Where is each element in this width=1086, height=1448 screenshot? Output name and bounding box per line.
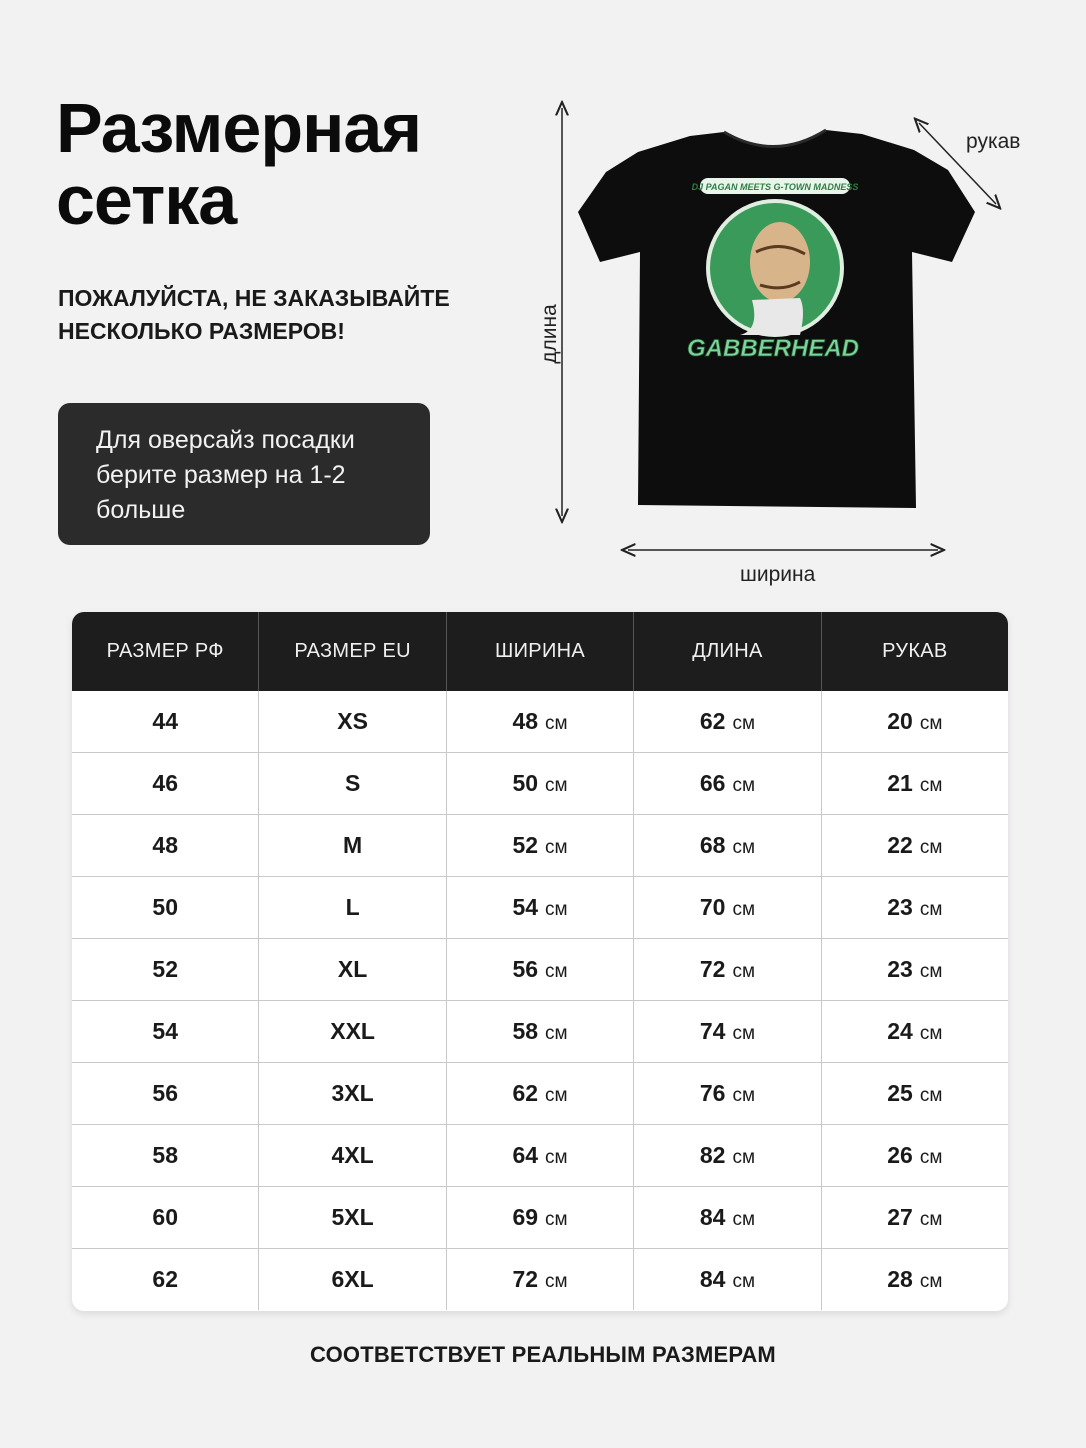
cell-ru-size bbox=[72, 1063, 259, 1124]
cell-eu-size bbox=[259, 1001, 446, 1062]
cell-value: S bbox=[344, 770, 361, 796]
header-length: ДЛИНА bbox=[634, 612, 821, 691]
cell-unit: см bbox=[732, 712, 755, 734]
width-label: ширина bbox=[740, 563, 816, 586]
oversize-note bbox=[58, 403, 430, 545]
cell-length bbox=[634, 753, 821, 814]
cell-width bbox=[447, 691, 634, 752]
cell-value: 24 bbox=[887, 1018, 913, 1044]
table-row bbox=[72, 1124, 1008, 1186]
cell-unit: см bbox=[919, 1208, 943, 1230]
cell-unit: см bbox=[919, 1270, 943, 1292]
cell-length bbox=[634, 1249, 821, 1310]
cell-eu-size bbox=[259, 1187, 446, 1248]
header-eu-size: РАЗМЕР EU bbox=[259, 612, 446, 691]
cell-eu-size bbox=[259, 877, 446, 938]
cell-unit: см bbox=[919, 1022, 943, 1044]
note-line-3: больше bbox=[96, 496, 186, 524]
cell-value: 25 bbox=[887, 1080, 913, 1106]
cell-value: 66 bbox=[699, 770, 726, 796]
cell-value: 68 bbox=[699, 832, 726, 858]
cell-value: 56 bbox=[512, 956, 539, 982]
cell-sleeve bbox=[822, 753, 1008, 814]
cell-sleeve bbox=[822, 691, 1008, 752]
title-line-2: сетка bbox=[56, 161, 237, 239]
cell-sleeve bbox=[822, 1187, 1008, 1248]
cell-value: 64 bbox=[512, 1142, 539, 1168]
cell-unit: см bbox=[732, 1022, 755, 1044]
cell-value: 54 bbox=[512, 894, 539, 920]
shirt-print-bottom: GABBERHEAD bbox=[686, 335, 860, 362]
cell-value: M bbox=[343, 832, 363, 858]
cell-length bbox=[634, 1125, 821, 1186]
cell-unit: см bbox=[732, 1146, 755, 1168]
header-sleeve: РУКАВ bbox=[882, 640, 948, 662]
cell-width bbox=[447, 753, 634, 814]
cell-unit: см bbox=[919, 960, 943, 982]
cell-length bbox=[634, 939, 821, 1000]
cell-value: 6XL bbox=[331, 1266, 374, 1292]
cell-unit: см bbox=[732, 836, 755, 858]
cell-unit: см bbox=[732, 1208, 755, 1230]
cell-sleeve bbox=[822, 877, 1008, 938]
cell-unit: см bbox=[919, 898, 943, 920]
size-table bbox=[72, 612, 1008, 1311]
cell-value: 60 bbox=[152, 1204, 178, 1230]
cell-eu-size bbox=[259, 753, 446, 814]
cell-value: 44 bbox=[152, 708, 178, 734]
cell-eu-size bbox=[259, 1249, 446, 1310]
cell-unit: см bbox=[732, 960, 755, 982]
header-ru-size: РАЗМЕР РФ bbox=[72, 612, 259, 691]
warning-text bbox=[58, 282, 518, 348]
length-label: длина bbox=[538, 304, 561, 364]
cell-value: 20 bbox=[887, 708, 913, 734]
cell-value: 70 bbox=[699, 894, 726, 920]
warning-line-1: ПОЖАЛУЙСТА, НЕ ЗАКАЗЫВАЙТЕ bbox=[58, 285, 450, 311]
cell-ru-size bbox=[72, 753, 259, 814]
cell-length bbox=[634, 815, 821, 876]
cell-eu-size bbox=[259, 1125, 446, 1186]
cell-unit: см bbox=[732, 1270, 755, 1292]
cell-length bbox=[634, 1063, 821, 1124]
shirt-print-top: DJ PAGAN MEETS G-TOWN MADNESS bbox=[691, 182, 859, 192]
cell-unit: см bbox=[732, 1084, 755, 1106]
cell-value: 62 bbox=[699, 708, 726, 734]
cell-value: 21 bbox=[887, 770, 913, 796]
cell-value: XS bbox=[337, 708, 368, 734]
cell-unit: см bbox=[545, 1146, 568, 1168]
cell-sleeve bbox=[822, 1063, 1008, 1124]
table-row bbox=[72, 938, 1008, 1000]
cell-unit: см bbox=[545, 898, 568, 920]
cell-ru-size bbox=[72, 691, 259, 752]
cell-width bbox=[447, 877, 634, 938]
cell-unit: см bbox=[545, 960, 568, 982]
cell-value: 23 bbox=[887, 894, 913, 920]
cell-sleeve bbox=[822, 1001, 1008, 1062]
cell-ru-size bbox=[72, 1001, 259, 1062]
table-row bbox=[72, 691, 1008, 752]
cell-unit: см bbox=[545, 1208, 568, 1230]
table-row bbox=[72, 876, 1008, 938]
header-width: ШИРИНА bbox=[447, 612, 634, 691]
cell-unit: см bbox=[732, 774, 755, 796]
sleeve-label: рукав bbox=[966, 130, 1021, 153]
cell-sleeve bbox=[822, 815, 1008, 876]
cell-value: 48 bbox=[512, 708, 539, 734]
cell-value: 56 bbox=[152, 1080, 178, 1106]
cell-value: 72 bbox=[699, 956, 726, 982]
cell-eu-size bbox=[259, 1063, 446, 1124]
cell-width bbox=[447, 815, 634, 876]
table-row bbox=[72, 1062, 1008, 1124]
cell-unit: см bbox=[545, 1270, 568, 1292]
note-line-1: Для оверсайз посадки bbox=[96, 426, 355, 454]
cell-ru-size bbox=[72, 939, 259, 1000]
table-row bbox=[72, 1000, 1008, 1062]
cell-ru-size bbox=[72, 1125, 259, 1186]
cell-value: 27 bbox=[887, 1204, 913, 1230]
cell-unit: см bbox=[545, 1022, 568, 1044]
cell-ru-size bbox=[72, 1249, 259, 1310]
cell-value: 58 bbox=[512, 1018, 539, 1044]
cell-value: 3XL bbox=[331, 1080, 374, 1106]
cell-value: 52 bbox=[152, 956, 178, 982]
cell-unit: см bbox=[545, 836, 568, 858]
cell-eu-size bbox=[259, 815, 446, 876]
cell-eu-size bbox=[259, 691, 446, 752]
cell-unit: см bbox=[919, 774, 943, 796]
cell-value: 48 bbox=[152, 832, 178, 858]
cell-value: 74 bbox=[699, 1018, 726, 1044]
cell-value: 54 bbox=[152, 1018, 178, 1044]
cell-value: 84 bbox=[699, 1204, 726, 1230]
cell-unit: см bbox=[545, 774, 568, 796]
cell-value: 50 bbox=[152, 894, 178, 920]
cell-unit: см bbox=[545, 712, 568, 734]
cell-value: 76 bbox=[699, 1080, 726, 1106]
cell-ru-size bbox=[72, 815, 259, 876]
cell-unit: см bbox=[919, 1146, 943, 1168]
cell-value: 26 bbox=[887, 1142, 913, 1168]
cell-value: 46 bbox=[152, 770, 178, 796]
cell-unit: см bbox=[545, 1084, 568, 1106]
cell-unit: см bbox=[919, 836, 943, 858]
cell-value: 52 bbox=[512, 832, 539, 858]
table-body bbox=[72, 691, 1008, 1310]
cell-unit: см bbox=[919, 1084, 943, 1106]
cell-length bbox=[634, 877, 821, 938]
cell-value: 50 bbox=[512, 770, 539, 796]
cell-value: 58 bbox=[152, 1142, 178, 1168]
cell-width bbox=[447, 939, 634, 1000]
table-row bbox=[72, 1248, 1008, 1310]
cell-width bbox=[447, 1001, 634, 1062]
cell-value: 69 bbox=[512, 1204, 539, 1230]
tshirt-diagram bbox=[540, 95, 1080, 595]
cell-value: XL bbox=[337, 956, 368, 982]
cell-sleeve bbox=[822, 939, 1008, 1000]
cell-sleeve bbox=[822, 1125, 1008, 1186]
cell-ru-size bbox=[72, 1187, 259, 1248]
footer-text: СООТВЕТСТВУЕТ РЕАЛЬНЫМ РАЗМЕРАМ bbox=[310, 1342, 776, 1367]
cell-unit: см bbox=[919, 712, 943, 734]
cell-value: 22 bbox=[887, 832, 913, 858]
cell-value: 82 bbox=[699, 1142, 726, 1168]
table-header bbox=[72, 612, 1008, 691]
cell-unit: см bbox=[732, 898, 755, 920]
cell-eu-size bbox=[259, 939, 446, 1000]
cell-value: 28 bbox=[887, 1266, 913, 1292]
title-line-1: Размерная bbox=[56, 89, 422, 167]
cell-value: 23 bbox=[887, 956, 913, 982]
cell-length bbox=[634, 1001, 821, 1062]
table-row bbox=[72, 1186, 1008, 1248]
cell-value: 5XL bbox=[331, 1204, 374, 1230]
cell-sleeve bbox=[822, 1249, 1008, 1310]
cell-width bbox=[447, 1125, 634, 1186]
cell-width bbox=[447, 1187, 634, 1248]
cell-ru-size bbox=[72, 877, 259, 938]
page-title bbox=[56, 89, 422, 239]
note-line-2: берите размер на 1-2 bbox=[96, 461, 346, 489]
cell-length bbox=[634, 691, 821, 752]
cell-value: L bbox=[345, 894, 360, 920]
warning-line-2: НЕСКОЛЬКО РАЗМЕРОВ! bbox=[58, 318, 345, 344]
cell-length bbox=[634, 1187, 821, 1248]
cell-value: XXL bbox=[330, 1018, 375, 1044]
cell-value: 72 bbox=[512, 1266, 539, 1292]
cell-value: 84 bbox=[699, 1266, 726, 1292]
cell-value: 62 bbox=[512, 1080, 539, 1106]
table-row bbox=[72, 752, 1008, 814]
cell-value: 4XL bbox=[331, 1142, 374, 1168]
cell-value: 62 bbox=[152, 1266, 178, 1292]
cell-width bbox=[447, 1249, 634, 1310]
cell-width bbox=[447, 1063, 634, 1124]
table-row bbox=[72, 814, 1008, 876]
